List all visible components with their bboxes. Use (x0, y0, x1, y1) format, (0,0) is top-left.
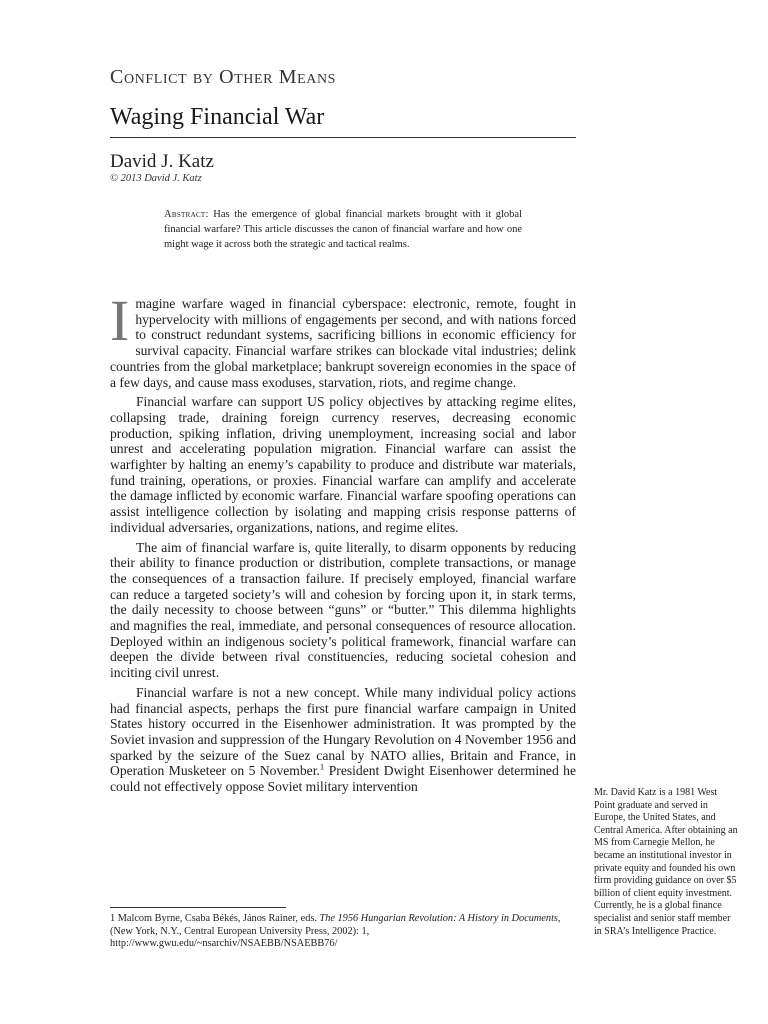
paragraph-1 (110, 288, 576, 390)
author-name: David J. Katz (110, 151, 214, 172)
footnote-citation[interactable]: (New York, N.Y., Central European University Press, 2002): 1, http://www.gwu.edu/~nsarchiv/NSAEBB/NSAEBB76/ (110, 925, 370, 950)
article-title: Waging Financial War (110, 104, 325, 130)
article-body (110, 288, 576, 799)
paragraph-1-text: magine warfare waged in financial cyberspace: electronic, remote, fought in hypervelocity with millions of engagements per second, and with nations forced to construct redundant systems, sacrificing billions in economic efficiency for survival capacity. Financial warfare strikes can blockade vital industries; delink countries from the global marketplace; bankrupt sovereign economies in the space of a few days, and cause mass exoduses, starvation, riots, and regime change. (110, 296, 576, 390)
footnote-ref[interactable]: 1 (319, 761, 325, 772)
drop-cap: I (110, 288, 130, 353)
footnote (110, 913, 576, 951)
paragraph-2: Financial warfare can support US policy objectives by attacking regime elites, collapsing trade, draining foreign currency reserves, decreasing economic production, spiking inflation, driving unemployment, increasing social and labor unrest and accelerating population migration. Financial warfare can assist the warfighter by halting an enemy’s capability to produce and distribute war materials, fund training, operations, or proxies. Financial warfare can amplify and accelerate the damage inflicted by economic warfare. Financial warfare spoofing operations can assist intelligence collection by isolating and mapping crisis response patterns of individual adversaries, organizations, nations, and regime elites. (110, 394, 576, 535)
paragraph-4-text: Financial warfare is not a new concept. While many individual policy actions had financial aspects, perhaps the first pure financial warfare campaign in United States history occurred in the Eisenhower administration. It was prompted by the Soviet invasion and suppression of the Hungary Revolution on 4 November 1956 and sparked by the seizure of the Suez canal by NATO allies, Britain and France, in Operation Musketeer on 5 November. (110, 684, 576, 779)
copyright-line: © 2013 David J. Katz (110, 173, 202, 184)
abstract (164, 207, 522, 252)
footnote-divider (110, 907, 286, 908)
section-heading: Conflict by Other Means (110, 66, 337, 88)
paragraph-4-end: President Dwight Eisenhower determined he could not effectively oppose Soviet military intervention (110, 763, 576, 795)
abstract-text: Has the emergence of global financial markets brought with it global financial warfare? This article discusses the canon of financial warfare and how one might wage it across both the strategic and tactical realms. (164, 209, 522, 250)
author-bio: Mr. David Katz is a 1981 West Point graduate and served in Europe, the United States, and Central America. After obtaining an MS from Carnegie Mellon, he became an institutional investor in private equity and founded his own firm providing guidance on over $5 billion of client equity investment. Currently, he is a global finance specialist and senior staff member in SRA’s Intelligence Practice. (594, 787, 738, 937)
footnote-authors: Malcom Byrne, Csaba Békés, János Rainer, eds. (115, 913, 320, 924)
paragraph-4 (110, 685, 576, 795)
paragraph-3: The aim of financial warfare is, quite literally, to disarm opponents by reducing their ability to finance production or distribution, complete transactions, or manage the consequences of a transaction failure. If precisely employed, financial warfare can reduce a targeted society’s will and cohesion by forcing upon it, in stark terms, the daily necessity to choose between “guns” or “butter.” This dilemma highlights and magnifies the real, immediate, and personal consequences of resource allocation. Deployed within an indigenous society’s political framework, financial warfare can deepen the divide between rival constituencies, reducing societal cohesion and inciting civil unrest. (110, 539, 576, 681)
footnote-title: The 1956 Hungarian Revolution: A History in Documents, (319, 913, 561, 924)
footnote-number: 1 (110, 913, 116, 924)
title-divider (110, 137, 576, 138)
abstract-label: Abstract: (164, 209, 209, 220)
